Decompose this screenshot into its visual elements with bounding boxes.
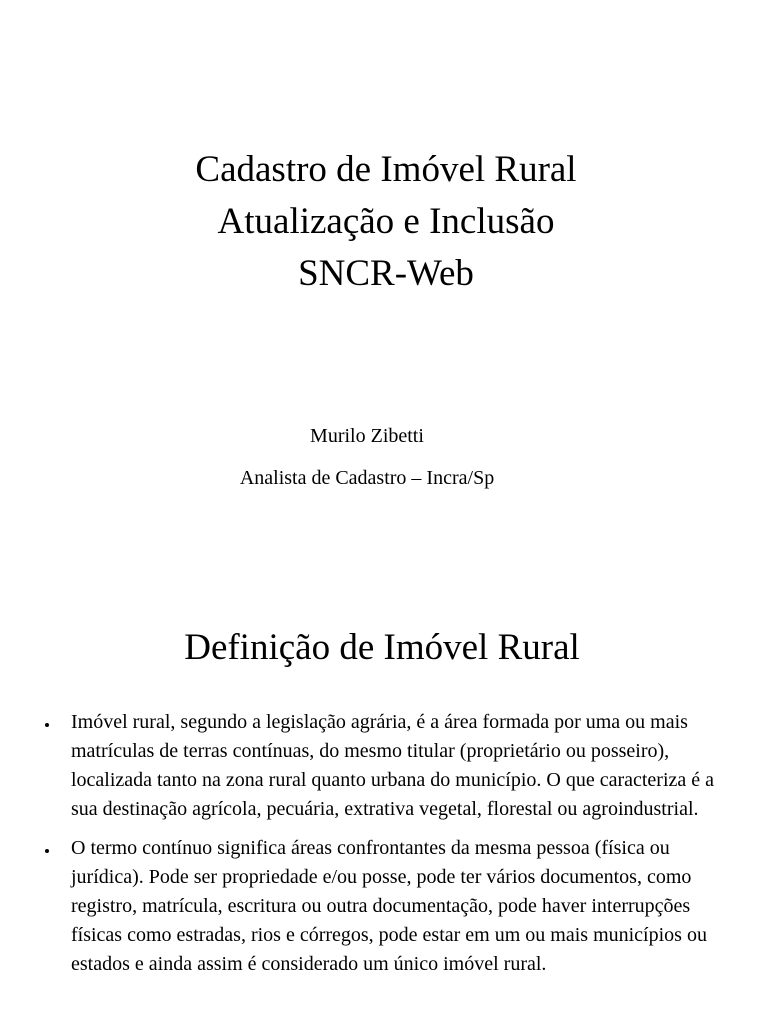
- bullet-list: [0, 708, 768, 989]
- list-item: [0, 708, 768, 824]
- slide-title-line-1: Cadastro de Imóvel Rural: [195, 149, 577, 190]
- section-title: Definição de Imóvel Rural: [184, 627, 580, 668]
- bullet-dot-icon: [45, 723, 49, 727]
- slide-title: [0, 144, 768, 300]
- bullet-text: Imóvel rural, segundo a legislação agrária, é a área formada por uma ou mais matrículas de terras contínuas, do mesmo titular (proprietário ou posseiro), localizada tanto na zona rural quanto urbana do município. O que caracteriza é a sua destinação agrícola, pecuária, extrativa vegetal, florestal ou agroindustrial.: [71, 711, 715, 820]
- list-item: [0, 834, 768, 979]
- slide-title-line-3: SNCR-Web: [298, 253, 474, 294]
- author-role: Analista de Cadastro – Incra/Sp: [239, 467, 495, 489]
- author-name: Murilo Zibetti: [310, 425, 424, 447]
- bullet-dot-icon: [45, 849, 49, 853]
- bullet-text: O termo contínuo significa áreas confrontantes da mesma pessoa (física ou jurídica). Pode ser propriedade e/ou posse, pode ter vários documentos, como registro, matrícula, escritura ou outra documentação, pode haver interrupções físicas como estradas, rios e córregos, pode estar em um ou mais municípios ou estados e ainda assim é considerado um único imóvel rural.: [71, 837, 707, 975]
- slide-title-line-2: Atualização e Inclusão: [217, 201, 555, 242]
